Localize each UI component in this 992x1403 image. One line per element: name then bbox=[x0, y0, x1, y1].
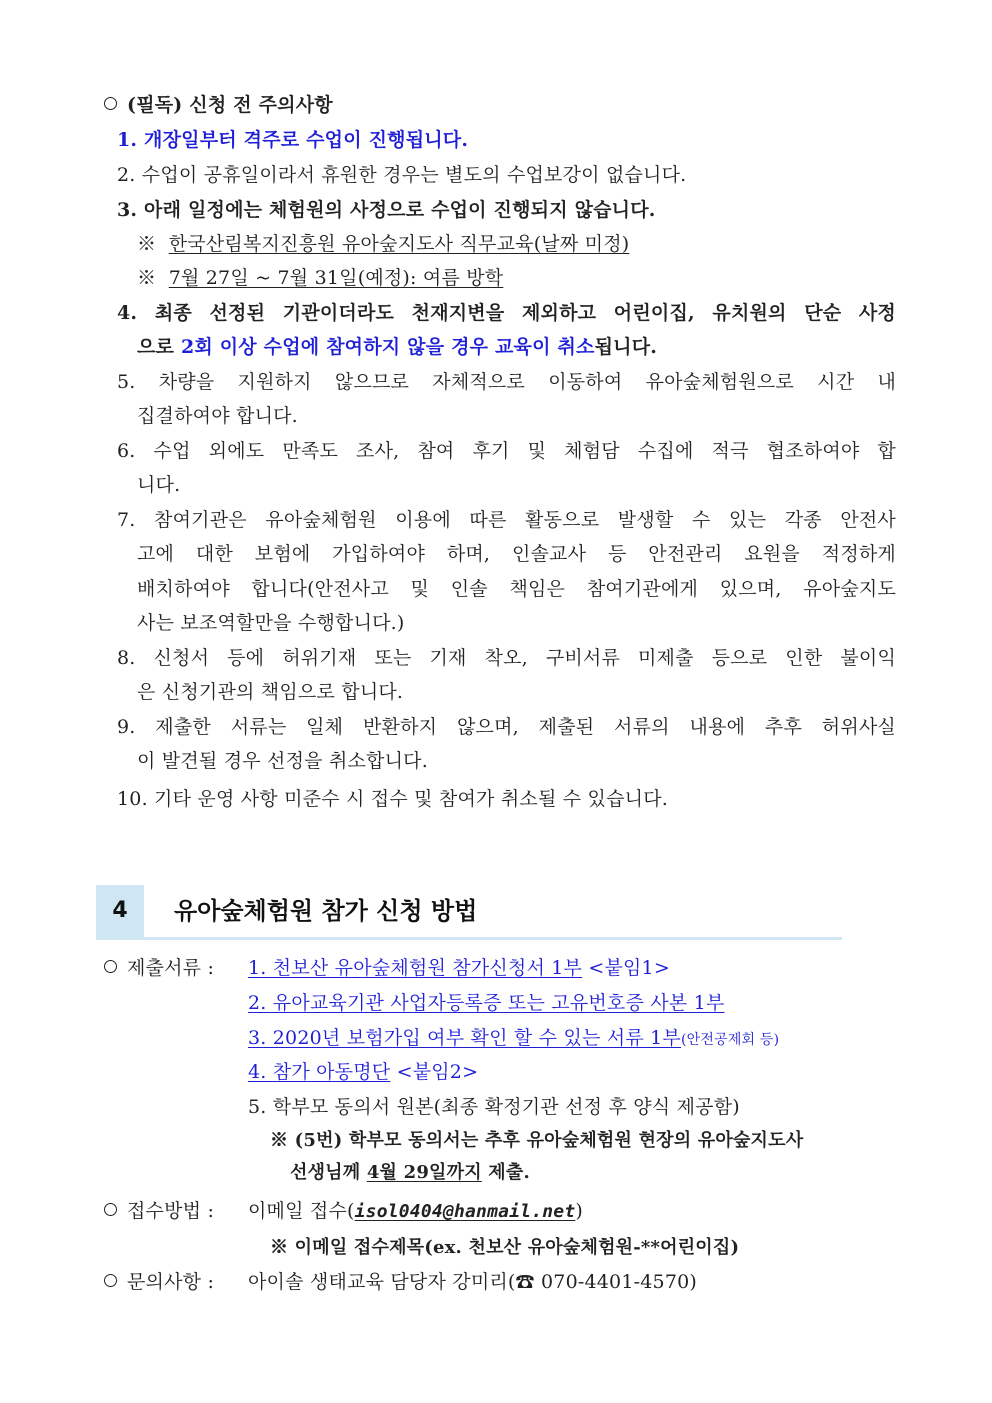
circle-bullet-icon bbox=[104, 960, 117, 973]
docs-row bbox=[104, 955, 214, 981]
phone-icon: ☎ bbox=[515, 1271, 535, 1293]
doc-4-attachment-tag: <붙임2> bbox=[390, 1061, 479, 1083]
notice-item-7-line-1: 7. 참여기관은 유아숲체험원 이용에 따른 활동으로 발생할 수 있는 각종 안전사 bbox=[117, 509, 896, 531]
notice-item-8-line-1: 8. 신청서 등에 허위기재 또는 기재 착오, 구비서류 미제출 등으로 인한 불이익 bbox=[117, 647, 896, 669]
notice-item-8-line-2: 은 신청기관의 책임으로 합니다. bbox=[137, 681, 404, 703]
inquiry-row bbox=[104, 1269, 214, 1295]
receipt-label: 접수방법 : bbox=[127, 1200, 215, 1222]
doc-5: 5. 학부모 동의서 원본(최종 확정기관 선정 후 양식 제공함) bbox=[248, 1096, 740, 1118]
doc-5-note-line-2: 선생님께 4월 29일까지 제출. bbox=[290, 1162, 530, 1183]
circle-bullet-icon bbox=[104, 1203, 117, 1216]
notice-item-9-line-1: 9. 제출한 서류는 일체 반환하지 않으며, 제출된 서류의 내용에 추후 허위사실 bbox=[117, 716, 896, 738]
section-number: 4 bbox=[96, 885, 144, 937]
notice-item-7-line-2: 고에 대한 보험에 가입하여야 하며, 인솔교사 등 안전관리 요원을 적정하게 bbox=[137, 543, 896, 565]
section-title: 유아숲체험원 참가 신청 방법 bbox=[174, 897, 478, 925]
doc-3-note: (안전공제회 등) bbox=[681, 1032, 780, 1048]
receipt-row bbox=[104, 1198, 214, 1224]
receipt-note: ※ 이메일 접수제목(ex. 천보산 유아숲체험원-**어린이집) bbox=[270, 1237, 740, 1258]
notice-item-1: 1. 개장일부터 격주로 수업이 진행됩니다. bbox=[117, 129, 469, 151]
email-link[interactable]: isol0404@hanmail.net bbox=[354, 1201, 576, 1222]
notice-item-7-line-3: 배치하여야 합니다(안전사고 및 인솔 책임은 참여기관에게 있으며, 유아숲지도 bbox=[137, 578, 896, 600]
reference-mark: ※ bbox=[137, 267, 157, 289]
inquiry-label: 문의사항 : bbox=[127, 1271, 215, 1293]
notice-item-3-sub-2: ※ 7월 27일 ~ 7월 31일(예정): 여름 방학 bbox=[137, 267, 504, 289]
notice-item-10: 10. 기타 운영 사항 미준수 시 접수 및 참여가 취소될 수 있습니다. bbox=[117, 788, 668, 810]
notice-item-5-line-1: 5. 차량을 지원하지 않으므로 자체적으로 이동하여 유아숲체험원으로 시간 내 bbox=[117, 371, 896, 393]
notice-item-2: 2. 수업이 공휴일이라서 휴원한 경우는 별도의 수업보강이 없습니다. bbox=[117, 164, 687, 186]
doc-3 bbox=[248, 1025, 779, 1053]
notice-item-6-line-1: 6. 수업 외에도 만족도 조사, 참여 후기 및 체험담 수집에 적극 협조하여야 합 bbox=[117, 440, 896, 462]
phone-number: 070-4401-4570) bbox=[534, 1271, 698, 1293]
doc-4 bbox=[248, 1059, 478, 1085]
notice-item-3-sub-1: ※ 한국산림복지진흥원 유아숲지도사 직무교육(날짜 미정) bbox=[137, 233, 630, 255]
doc-3-link[interactable]: 3. 2020년 보험가입 여부 확인 할 수 있는 서류 1부 bbox=[248, 1027, 681, 1049]
section-divider bbox=[96, 937, 842, 940]
section-header bbox=[96, 885, 842, 940]
notice-item-4-line-1: 4. 최종 선정된 기관이더라도 천재지변을 제외하고 어린이집, 유치원의 단순 사정 bbox=[117, 302, 896, 324]
notice-heading: (필독) 신청 전 주의사항 bbox=[104, 92, 333, 118]
reference-mark: ※ bbox=[137, 233, 157, 255]
notice-item-7-line-4: 사는 보조역할만을 수행합니다.) bbox=[137, 612, 405, 634]
circle-bullet-icon bbox=[104, 97, 117, 110]
notice-item-4-line-2: 으로 2회 이상 수업에 참여하지 않을 경우 교육이 취소됩니다. bbox=[137, 336, 658, 358]
notice-item-6-line-2: 니다. bbox=[137, 474, 181, 496]
notice-item-3: 3. 아래 일정에는 체험원의 사정으로 수업이 진행되지 않습니다. bbox=[117, 199, 656, 221]
doc-5-note-line-1: ※ (5번) 학부모 동의서는 추후 유아숲체험원 현장의 유아숲지도사 bbox=[270, 1130, 804, 1151]
doc-1 bbox=[248, 955, 670, 981]
receipt-value: 이메일 접수(isol0404@hanmail.net) bbox=[248, 1200, 583, 1222]
inquiry-value: 아이솔 생태교육 담당자 강미리(☎ 070-4401-4570) bbox=[248, 1271, 698, 1293]
doc-1-attachment-tag: <붙임1> bbox=[582, 957, 670, 979]
notice-item-5-line-2: 집결하여야 합니다. bbox=[137, 405, 298, 427]
notice-item-9-line-2: 이 발견될 경우 선정을 취소합니다. bbox=[137, 750, 428, 772]
doc-1-link[interactable]: 1. 천보산 유아숲체험원 참가신청서 1부 bbox=[248, 957, 583, 979]
docs-label: 제출서류 : bbox=[127, 957, 215, 979]
circle-bullet-icon bbox=[104, 1274, 117, 1287]
doc-2 bbox=[248, 990, 724, 1016]
doc-2-link[interactable]: 2. 유아교육기관 사업자등록증 또는 고유번호증 사본 1부 bbox=[248, 992, 725, 1014]
doc-4-link[interactable]: 4. 참가 아동명단 bbox=[248, 1061, 391, 1083]
